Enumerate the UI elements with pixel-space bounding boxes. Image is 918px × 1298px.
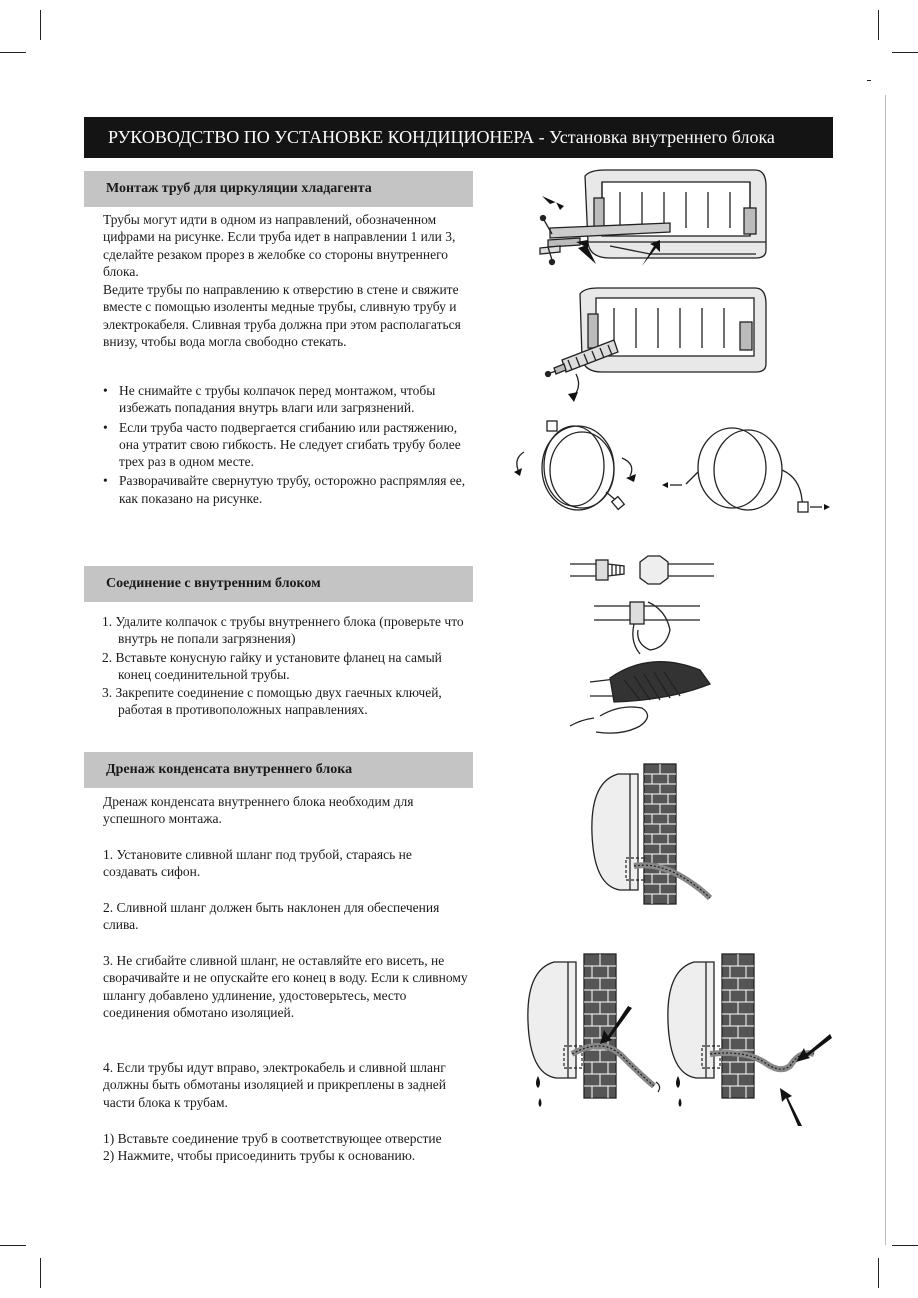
- crop-mark: [0, 1245, 26, 1246]
- drain-hose-incorrect-examples-figure: [524, 950, 836, 1130]
- bullet-item: • Если труба часто подвергается сгибанию или растяжению, она утратит свою гибкость. Не следует сгибать трубу более трех раз в одном месте.: [101, 419, 473, 471]
- crop-mark: [885, 95, 886, 1245]
- page-header: РУКОВОДСТВО ПО УСТАНОВКЕ КОНДИЦИОНЕРА - Установка внутреннего блока: [84, 117, 833, 158]
- crop-mark: [40, 1258, 41, 1288]
- section3-paragraph: 1) Вставьте соединение труб в соответствующее отверстие 2) Нажмите, чтобы присоединить трубы к основанию.: [103, 1131, 442, 1164]
- section-heading-refrigerant-pipes: Монтаж труб для циркуляции хладагента: [84, 171, 473, 207]
- bullet-item: • Не снимайте с трубы колпачок перед монтажом, чтобы избежать попадания внутрь влаги или загрязнений.: [101, 382, 473, 417]
- section1-paragraph: Ведите трубы по направлению к отверстию в стене и свяжите вместе с помощью изоленты медные трубы, сливную трубу и электрокабеля. Сливная труба должна при этом располагаться внизу, чтобы вода могла свободно стекать.: [103, 282, 461, 349]
- indoor-unit-taped-pipes-figure: [540, 286, 770, 401]
- crop-mark: [878, 1258, 879, 1288]
- section2-steps: [102, 613, 477, 720]
- indoor-unit-pipe-directions-figure: [530, 168, 770, 273]
- section-heading-condensate-drain: Дренаж конденсата внутреннего блока: [84, 752, 473, 788]
- section-heading-indoor-connection: Соединение с внутренним блоком: [84, 566, 473, 602]
- section1-paragraph: Трубы могут идти в одном из направлений, обозначенном цифрами на рисунке. Если труба идет в направлении 1 или 3, сделайте резаком прорез в желобке со стороны внутреннего блока.: [103, 212, 456, 279]
- section3-paragraph: 2. Сливной шланг должен быть наклонен для обеспечения слива.: [103, 900, 440, 933]
- section3-paragraph: Дренаж конденсата внутреннего блока необходим для успешного монтажа.: [103, 794, 414, 827]
- crop-mark: [40, 10, 41, 40]
- section1-bullet-list: [101, 382, 473, 509]
- crop-mark: [0, 52, 26, 53]
- step-item: 3. Закрепите соединение с помощью двух гаечных ключей, работая в противоположных направлениях.: [102, 685, 442, 718]
- step-item: 2. Вставьте конусную гайку и установите фланец на самый конец соединительной трубы.: [102, 649, 442, 682]
- coiled-pipe-unrolling-figure: [510, 418, 830, 518]
- bullet-item: • Разворачивайте свернутую трубу, осторожно распрямляя ее, как показано на рисунке.: [101, 472, 473, 507]
- step-item: 1. Удалите колпачок с трубы внутреннего блока (проверьте что внутрь не попали загрязнения): [102, 614, 464, 647]
- crop-mark: [878, 10, 879, 40]
- drain-hose-through-wall-figure: [588, 762, 718, 910]
- section3-paragraph: 1. Установите сливной шланг под трубой, стараясь не создавать сифон.: [103, 847, 412, 880]
- crop-mark: [867, 80, 871, 81]
- crop-mark: [892, 1245, 918, 1246]
- section3-paragraph: 3. Не сгибайте сливной шланг, не оставляйте его висеть, не сворачивайте и не опускайте его конец в воду. Если к сливному шлангу добавлено удлинение, удостоверьтесь, место соединения обмотано изоляцией.: [103, 953, 468, 1020]
- flare-nut-connection-figure: [570, 550, 720, 750]
- crop-mark: [892, 52, 918, 53]
- section3-paragraph: 4. Если трубы идут вправо, электрокабель и сливной шланг должны быть обмотаны изоляцией и прикреплены в задней части блока к трубам.: [103, 1060, 447, 1110]
